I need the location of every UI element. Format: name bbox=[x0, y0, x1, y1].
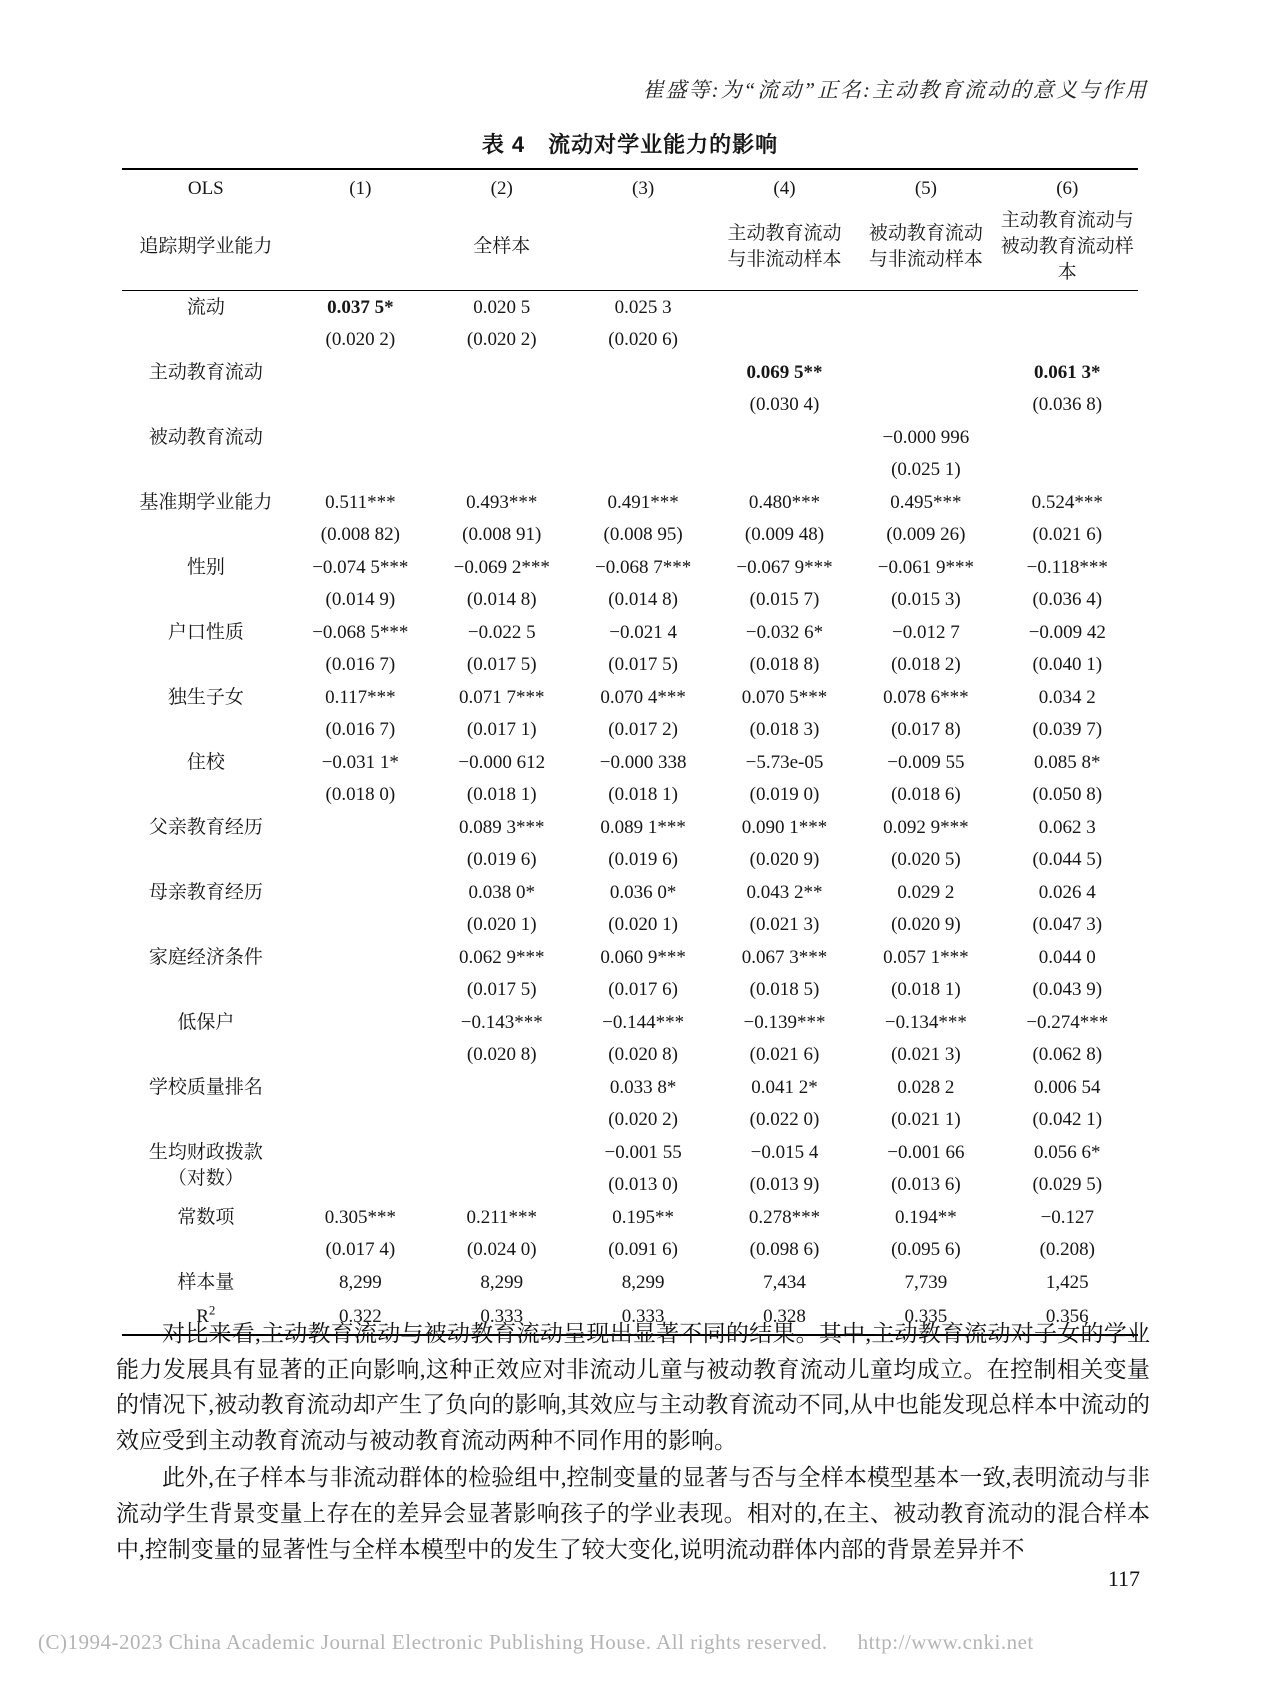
row-label: 基准期学业能力 bbox=[139, 492, 273, 513]
std-error-cell: (0.009 48) bbox=[744, 524, 825, 545]
coefficient-cell: 0.089 3*** bbox=[458, 817, 545, 838]
coefficient-cell: 1,425 bbox=[1045, 1272, 1089, 1293]
row-label: 样本量 bbox=[177, 1272, 235, 1293]
std-error-cell: (0.021 3) bbox=[749, 914, 820, 935]
std-error-cell: (0.025 1) bbox=[891, 459, 961, 480]
footer-copyright: (C)1994-2023 China Academic Journal Electronic Publishing House. All rights reserved. bbox=[38, 1630, 828, 1654]
row-label: 低保户 bbox=[177, 1012, 235, 1033]
row-label: 主动教育流动 bbox=[148, 362, 263, 383]
std-error-cell: (0.013 6) bbox=[891, 1174, 961, 1195]
std-error-cell: (0.013 0) bbox=[608, 1174, 678, 1195]
coefficient-cell: 0.117*** bbox=[325, 687, 396, 708]
std-error-cell: (0.020 9) bbox=[749, 849, 820, 870]
coefficient-cell bbox=[997, 291, 1138, 325]
std-error-cell: (0.047 3) bbox=[1032, 914, 1103, 935]
std-error-cell: (0.015 7) bbox=[749, 589, 820, 610]
std-error-cell: (0.015 3) bbox=[891, 589, 961, 610]
row-label: 学校质量排名 bbox=[148, 1077, 263, 1098]
column-header: (2) bbox=[490, 178, 513, 199]
std-error-cell: (0.018 2) bbox=[891, 654, 961, 675]
coefficient-cell: 0.056 6* bbox=[1034, 1142, 1101, 1163]
sample-header: 被动教育流动 与非流动样本 bbox=[868, 223, 983, 270]
model-type-label: OLS bbox=[187, 178, 224, 199]
coefficient-cell: 0.511*** bbox=[325, 492, 396, 513]
coefficient-cell bbox=[290, 1071, 431, 1104]
coefficient-cell: 0.028 2 bbox=[897, 1077, 955, 1098]
row-label: 被动教育流动 bbox=[148, 427, 263, 448]
coefficient-cell: 0.062 9*** bbox=[458, 947, 545, 968]
std-error-cell bbox=[431, 1104, 572, 1136]
dependent-variable-label: 追踪期学业能力 bbox=[139, 236, 273, 257]
coefficient-cell: −0.068 5*** bbox=[312, 622, 409, 643]
row-label: 户口性质 bbox=[167, 622, 244, 643]
row-label: 住校 bbox=[186, 752, 225, 773]
coefficient-cell bbox=[431, 421, 572, 454]
coefficient-cell: −0.009 42 bbox=[1028, 622, 1106, 643]
coefficient-cell: −0.001 55 bbox=[604, 1142, 682, 1163]
coefficient-cell: 0.333 bbox=[621, 1306, 665, 1327]
std-error-cell: (0.008 95) bbox=[603, 524, 683, 545]
std-error-cell: (0.062 8) bbox=[1032, 1044, 1103, 1065]
coefficient-cell bbox=[290, 356, 431, 389]
footer-url: http://www.cnki.net bbox=[857, 1630, 1034, 1654]
std-error-cell bbox=[997, 324, 1138, 356]
coefficient-cell: 0.044 0 bbox=[1038, 947, 1096, 968]
coefficient-cell: 0.060 9*** bbox=[600, 947, 686, 968]
coefficient-cell: 0.069 5** bbox=[746, 362, 823, 383]
footer bbox=[38, 1630, 1034, 1655]
coefficient-cell: 0.070 5*** bbox=[741, 687, 828, 708]
std-error-cell: (0.021 6) bbox=[749, 1044, 820, 1065]
coefficient-cell: 0.026 4 bbox=[1038, 882, 1096, 903]
running-header: 崔盛等:为“流动”正名:主动教育流动的意义与作用 bbox=[642, 78, 1148, 102]
std-error-cell bbox=[431, 389, 572, 421]
std-error-cell: (0.014 8) bbox=[466, 589, 537, 610]
coefficient-cell: −0.031 1* bbox=[321, 752, 399, 773]
std-error-cell: (0.018 1) bbox=[466, 784, 537, 805]
column-header: (5) bbox=[914, 178, 937, 199]
paragraph-2: 此外,在子样本与非流动群体的检验组中,控制变量的显著与否与全样本模型基本一致,表明流动与非流动学生背景变量上存在的差异会显著影响孩子的学业表现。相对的,在主、被动教育流动的混合样本中,控制变量的显著性与全样本模型中的发生了较大变化,说明流动群体内部的背景差异并不 bbox=[116, 1465, 1150, 1562]
coefficient-cell bbox=[997, 421, 1138, 454]
coefficient-cell bbox=[855, 291, 996, 325]
std-error-cell: (0.021 3) bbox=[891, 1044, 961, 1065]
coefficient-cell: 0.524*** bbox=[1031, 492, 1103, 513]
coefficient-cell bbox=[572, 421, 713, 454]
coefficient-cell: −0.144*** bbox=[602, 1012, 685, 1033]
std-error-cell: (0.017 2) bbox=[608, 719, 678, 740]
std-error-cell: (0.016 7) bbox=[325, 719, 396, 740]
coefficient-cell: −0.067 9*** bbox=[736, 557, 833, 578]
regression-results-table bbox=[122, 168, 1138, 1336]
std-error-cell: (0.017 5) bbox=[466, 654, 537, 675]
coefficient-cell: 0.038 0* bbox=[468, 882, 535, 903]
paragraph-1: 对比来看,主动教育流动与被动教育流动呈现出显著不同的结果。其中,主动教育流动对子女的学业能力发展具有显著的正向影响,这种正效应对非流动儿童与被动教育流动儿童均成立。在控制相关变量的情况下,被动教育流动却产生了负向的影响,其效应与主动教育流动不同,从中也能发现总样本中流动的效应受到主动教育流动与被动教育流动两种不同作用的影响。 bbox=[116, 1321, 1150, 1453]
std-error-cell: (0.020 2) bbox=[325, 329, 396, 350]
std-error-cell bbox=[997, 454, 1138, 486]
coefficient-cell: 0.211*** bbox=[466, 1207, 537, 1228]
std-error-cell: (0.017 4) bbox=[325, 1239, 396, 1260]
coefficient-cell: 8,299 bbox=[338, 1272, 382, 1293]
column-header: (4) bbox=[773, 178, 796, 199]
std-error-cell: (0.044 5) bbox=[1032, 849, 1103, 870]
coefficient-cell: 0.057 1*** bbox=[883, 947, 969, 968]
coefficient-cell: 7,739 bbox=[904, 1272, 948, 1293]
coefficient-cell: 0.041 2* bbox=[751, 1077, 818, 1098]
std-error-cell bbox=[572, 454, 713, 486]
coefficient-cell: 0.089 1*** bbox=[600, 817, 686, 838]
coefficient-cell: 0.333 bbox=[480, 1306, 524, 1327]
std-error-cell: (0.030 4) bbox=[749, 394, 820, 415]
std-error-cell: (0.009 26) bbox=[886, 524, 966, 545]
std-error-cell bbox=[290, 909, 431, 941]
std-error-cell bbox=[714, 454, 855, 486]
coefficient-cell: −0.012 7 bbox=[892, 622, 960, 643]
coefficient-cell bbox=[714, 421, 855, 454]
coefficient-cell: −0.032 6* bbox=[745, 622, 824, 643]
std-error-cell: (0.016 7) bbox=[325, 654, 396, 675]
coefficient-cell: 0.195** bbox=[612, 1207, 674, 1228]
coefficient-cell: 0.033 8* bbox=[609, 1077, 677, 1098]
std-error-cell: (0.019 6) bbox=[608, 849, 678, 870]
coefficient-cell: −0.127 bbox=[1040, 1207, 1095, 1228]
std-error-cell: (0.020 1) bbox=[466, 914, 537, 935]
coefficient-cell bbox=[431, 1136, 572, 1169]
coefficient-cell: −0.000 996 bbox=[882, 427, 970, 448]
coefficient-cell: −0.143*** bbox=[460, 1012, 543, 1033]
std-error-cell: (0.043 9) bbox=[1032, 979, 1103, 1000]
coefficient-cell: 0.090 1*** bbox=[741, 817, 828, 838]
coefficient-cell: 0.328 bbox=[763, 1306, 806, 1327]
row-label: 父亲教育经历 bbox=[148, 817, 263, 838]
std-error-cell: (0.039 7) bbox=[1032, 719, 1103, 740]
coefficient-cell: −0.069 2*** bbox=[453, 557, 550, 578]
coefficient-cell bbox=[290, 421, 431, 454]
std-error-cell: (0.019 6) bbox=[466, 849, 537, 870]
std-error-cell: (0.017 6) bbox=[608, 979, 678, 1000]
std-error-cell: (0.024 0) bbox=[466, 1239, 537, 1260]
coefficient-cell: 0.020 5 bbox=[473, 297, 531, 318]
body-text bbox=[116, 1316, 1150, 1567]
std-error-cell: (0.020 2) bbox=[466, 329, 537, 350]
std-error-cell: (0.091 6) bbox=[608, 1239, 678, 1260]
std-error-cell bbox=[290, 1104, 431, 1136]
std-error-cell: (0.050 8) bbox=[1032, 784, 1103, 805]
coefficient-cell: 0.335 bbox=[904, 1306, 948, 1327]
std-error-cell: (0.014 9) bbox=[325, 589, 396, 610]
std-error-cell: (0.019 0) bbox=[749, 784, 820, 805]
column-header: (1) bbox=[349, 178, 372, 199]
std-error-cell: (0.018 6) bbox=[891, 784, 961, 805]
coefficient-cell: 0.085 8* bbox=[1034, 752, 1101, 773]
coefficient-cell: −0.274*** bbox=[1026, 1012, 1109, 1033]
row-label: 生均财政拨款 （对数） bbox=[148, 1142, 263, 1189]
coefficient-cell: 0.025 3 bbox=[614, 297, 672, 318]
coefficient-cell bbox=[290, 1136, 431, 1169]
coefficient-cell: 0.480*** bbox=[748, 492, 821, 513]
coefficient-cell: −0.061 9*** bbox=[877, 557, 974, 578]
std-error-cell: (0.017 5) bbox=[466, 979, 537, 1000]
coefficient-cell: 0.037 5* bbox=[327, 297, 394, 318]
coefficient-cell: −0.000 612 bbox=[458, 752, 546, 773]
table-title: 表 4 流动对学业能力的影响 bbox=[481, 132, 779, 157]
std-error-cell: (0.020 8) bbox=[466, 1044, 537, 1065]
coefficient-cell: 0.070 4*** bbox=[600, 687, 686, 708]
coefficient-cell: 8,299 bbox=[480, 1272, 524, 1293]
coefficient-cell bbox=[290, 811, 431, 844]
coefficient-cell: −0.015 4 bbox=[750, 1142, 819, 1163]
std-error-cell bbox=[855, 324, 996, 356]
coefficient-cell: −0.068 7*** bbox=[595, 557, 692, 578]
coefficient-cell: −0.074 5*** bbox=[312, 557, 409, 578]
row-label: 独生子女 bbox=[167, 687, 244, 708]
std-error-cell: (0.017 1) bbox=[466, 719, 537, 740]
coefficient-cell bbox=[714, 291, 855, 325]
coefficient-cell bbox=[290, 876, 431, 909]
std-error-cell: (0.095 6) bbox=[891, 1239, 961, 1260]
page-number: 117 bbox=[1107, 1566, 1140, 1591]
std-error-cell bbox=[290, 389, 431, 421]
sample-header: 全样本 bbox=[473, 236, 531, 257]
std-error-cell bbox=[290, 454, 431, 486]
coefficient-cell: 0.062 3 bbox=[1038, 817, 1096, 838]
coefficient-cell: −0.134*** bbox=[884, 1012, 967, 1033]
coefficient-cell bbox=[572, 356, 713, 389]
coefficient-cell: 0.493*** bbox=[466, 492, 538, 513]
std-error-cell: (0.020 8) bbox=[608, 1044, 678, 1065]
std-error-cell: (0.008 91) bbox=[462, 524, 542, 545]
std-error-cell bbox=[290, 844, 431, 876]
std-error-cell: (0.036 8) bbox=[1032, 394, 1103, 415]
coefficient-cell: −0.118*** bbox=[1026, 557, 1108, 578]
sample-header: 主动教育流动与 被动教育流动样本 bbox=[1000, 210, 1134, 283]
std-error-cell: (0.021 6) bbox=[1032, 524, 1103, 545]
coefficient-cell: 0.194** bbox=[895, 1207, 957, 1228]
column-header: (3) bbox=[632, 178, 655, 199]
coefficient-cell: 0.322 bbox=[338, 1306, 382, 1327]
std-error-cell bbox=[855, 389, 996, 421]
row-label: 家庭经济条件 bbox=[148, 947, 263, 968]
coefficient-cell: 0.305*** bbox=[324, 1207, 396, 1228]
table-4-block bbox=[122, 128, 1138, 1336]
coefficient-cell bbox=[431, 356, 572, 389]
coefficient-cell: −0.021 4 bbox=[609, 622, 677, 643]
std-error-cell bbox=[572, 389, 713, 421]
coefficient-cell bbox=[290, 1006, 431, 1039]
std-error-cell: (0.018 5) bbox=[749, 979, 820, 1000]
coefficient-cell: 0.092 9*** bbox=[883, 817, 969, 838]
std-error-cell: (0.018 8) bbox=[749, 654, 820, 675]
coefficient-cell: −0.000 338 bbox=[599, 752, 687, 773]
coefficient-cell: 0.278*** bbox=[748, 1207, 821, 1228]
std-error-cell: (0.040 1) bbox=[1032, 654, 1103, 675]
coefficient-cell: 8,299 bbox=[621, 1272, 665, 1293]
coefficient-cell: 0.036 0* bbox=[609, 882, 677, 903]
std-error-cell: (0.014 8) bbox=[608, 589, 678, 610]
coefficient-cell: −0.001 66 bbox=[887, 1142, 965, 1163]
std-error-cell: (0.208) bbox=[1039, 1239, 1095, 1260]
row-label: 流动 bbox=[186, 297, 225, 318]
coefficient-cell: 0.043 2** bbox=[746, 882, 823, 903]
std-error-cell: (0.017 8) bbox=[891, 719, 961, 740]
std-error-cell: (0.029 5) bbox=[1032, 1174, 1103, 1195]
coefficient-cell: −0.009 55 bbox=[887, 752, 965, 773]
coefficient-cell: 0.495*** bbox=[890, 492, 962, 513]
std-error-cell: (0.018 0) bbox=[325, 784, 396, 805]
row-label: 母亲教育经历 bbox=[148, 882, 263, 903]
std-error-cell: (0.020 9) bbox=[891, 914, 961, 935]
std-error-cell: (0.036 4) bbox=[1032, 589, 1103, 610]
coefficient-cell: −5.73e-05 bbox=[745, 752, 824, 773]
std-error-cell: (0.098 6) bbox=[749, 1239, 820, 1260]
coefficient-cell bbox=[290, 941, 431, 974]
coefficient-cell: −0.139*** bbox=[743, 1012, 826, 1033]
std-error-cell: (0.020 5) bbox=[891, 849, 961, 870]
coefficient-cell bbox=[431, 1071, 572, 1104]
std-error-cell: (0.017 5) bbox=[608, 654, 678, 675]
coefficient-cell: 0.356 bbox=[1045, 1306, 1089, 1327]
coefficient-cell: 0.029 2 bbox=[897, 882, 955, 903]
std-error-cell: (0.022 0) bbox=[749, 1109, 820, 1130]
std-error-cell: (0.018 1) bbox=[608, 784, 678, 805]
std-error-cell bbox=[290, 1039, 431, 1071]
coefficient-cell: 0.034 2 bbox=[1038, 687, 1096, 708]
coefficient-cell: 0.491*** bbox=[607, 492, 679, 513]
std-error-cell: (0.020 6) bbox=[608, 329, 678, 350]
std-error-cell: (0.020 1) bbox=[608, 914, 678, 935]
coefficient-cell: 0.067 3*** bbox=[741, 947, 828, 968]
std-error-cell bbox=[431, 454, 572, 486]
row-label: $R^2$ bbox=[196, 1302, 216, 1327]
coefficient-cell: 0.061 3* bbox=[1034, 362, 1101, 383]
std-error-cell bbox=[290, 1169, 431, 1201]
std-error-cell: (0.042 1) bbox=[1032, 1109, 1103, 1130]
std-error-cell bbox=[290, 974, 431, 1006]
row-label: 常数项 bbox=[177, 1207, 235, 1228]
std-error-cell: (0.013 9) bbox=[749, 1174, 820, 1195]
column-header: (6) bbox=[1056, 178, 1079, 199]
std-error-cell: (0.021 1) bbox=[891, 1109, 961, 1130]
coefficient-cell: 0.071 7*** bbox=[458, 687, 545, 708]
row-label: 性别 bbox=[186, 557, 225, 578]
std-error-cell bbox=[431, 1169, 572, 1201]
std-error-cell bbox=[714, 324, 855, 356]
sample-header: 主动教育流动 与非流动样本 bbox=[727, 223, 842, 270]
std-error-cell: (0.018 1) bbox=[891, 979, 961, 1000]
coefficient-cell: 7,434 bbox=[763, 1272, 806, 1293]
coefficient-cell: 0.078 6*** bbox=[883, 687, 969, 708]
coefficient-cell bbox=[855, 356, 996, 389]
std-error-cell: (0.008 82) bbox=[320, 524, 400, 545]
coefficient-cell: −0.022 5 bbox=[467, 622, 536, 643]
std-error-cell: (0.020 2) bbox=[608, 1109, 678, 1130]
coefficient-cell: 0.006 54 bbox=[1034, 1077, 1101, 1098]
std-error-cell: (0.018 3) bbox=[749, 719, 820, 740]
